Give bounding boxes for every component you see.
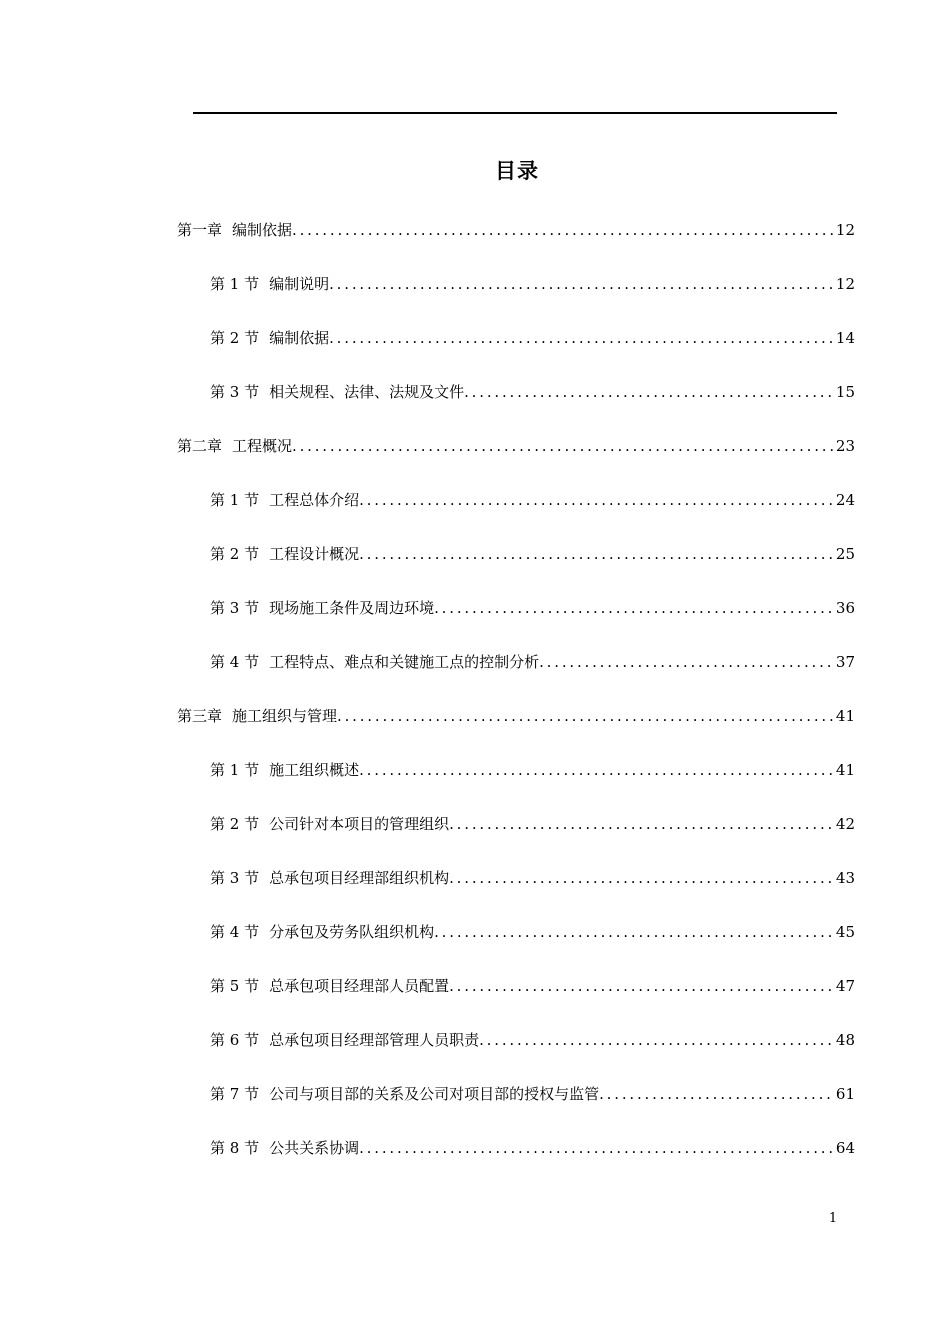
toc-entry-page: 14 bbox=[835, 329, 855, 347]
toc-dot-leader bbox=[539, 650, 834, 674]
toc-entry-page: 37 bbox=[835, 653, 855, 671]
toc-entry-number: 第 3 节 bbox=[210, 869, 260, 887]
toc-section-entry[interactable] bbox=[210, 326, 855, 350]
toc-entry-title: 编制依据 bbox=[232, 221, 293, 239]
toc-entry-number: 第一章 bbox=[177, 221, 223, 239]
toc-section-entry[interactable] bbox=[210, 920, 855, 944]
toc-entry-label bbox=[210, 812, 449, 836]
toc-entry-page: 24 bbox=[835, 491, 855, 509]
toc-section-entry[interactable] bbox=[210, 1136, 855, 1160]
toc-entry-label bbox=[177, 704, 337, 728]
toc-entry-page: 41 bbox=[835, 707, 855, 725]
toc-dot-leader bbox=[434, 596, 834, 620]
toc-entry-label bbox=[210, 650, 539, 674]
toc-section-entry[interactable] bbox=[210, 542, 855, 566]
toc-entry-number: 第 3 节 bbox=[210, 599, 260, 617]
toc-chapter-entry[interactable] bbox=[177, 704, 855, 728]
toc-entry-label bbox=[210, 542, 359, 566]
toc-entry-label bbox=[210, 1082, 599, 1106]
toc-entry-number: 第 4 节 bbox=[210, 653, 260, 671]
toc-entry-label bbox=[210, 920, 434, 944]
toc-entry-title: 工程总体介绍 bbox=[269, 491, 360, 509]
toc-dot-leader bbox=[359, 758, 834, 782]
toc-dot-leader bbox=[292, 434, 834, 458]
toc-section-entry[interactable] bbox=[210, 488, 855, 512]
toc-entry-page: 43 bbox=[835, 869, 855, 887]
toc-entry-page: 23 bbox=[835, 437, 855, 455]
toc-section-entry[interactable] bbox=[210, 1082, 855, 1106]
toc-entry-number: 第 5 节 bbox=[210, 977, 260, 995]
toc-entry-label bbox=[210, 596, 434, 620]
toc-dot-leader bbox=[359, 1136, 834, 1160]
toc-dot-leader bbox=[449, 974, 834, 998]
toc-chapter-entry[interactable] bbox=[177, 434, 855, 458]
toc-entry-number: 第 6 节 bbox=[210, 1031, 260, 1049]
toc-entry-label bbox=[210, 488, 359, 512]
toc-entry-title: 编制依据 bbox=[269, 329, 330, 347]
toc-dot-leader bbox=[464, 380, 834, 404]
toc-section-entry[interactable] bbox=[210, 380, 855, 404]
toc-dot-leader bbox=[359, 542, 834, 566]
toc-entry-title: 相关规程、法律、法规及文件 bbox=[269, 383, 465, 401]
toc-entry-number: 第 8 节 bbox=[210, 1139, 260, 1157]
toc-dot-leader bbox=[449, 812, 834, 836]
toc-entry-page: 48 bbox=[835, 1031, 855, 1049]
toc-entry-label bbox=[210, 866, 449, 890]
toc-entry-page: 42 bbox=[835, 815, 855, 833]
toc-entry-number: 第 4 节 bbox=[210, 923, 260, 941]
toc-entry-title: 公司与项目部的关系及公司对项目部的授权与监管 bbox=[269, 1085, 600, 1103]
toc-entry-page: 25 bbox=[835, 545, 855, 563]
toc-entry-title: 总承包项目经理部人员配置 bbox=[269, 977, 450, 995]
toc-dot-leader bbox=[329, 326, 834, 350]
toc-entry-label bbox=[210, 1028, 479, 1052]
page-number: 1 bbox=[828, 1211, 838, 1226]
toc-entry-page: 36 bbox=[835, 599, 855, 617]
toc-entry-title: 总承包项目经理部组织机构 bbox=[269, 869, 450, 887]
toc-entry-title: 工程特点、难点和关键施工点的控制分析 bbox=[269, 653, 540, 671]
toc-dot-leader bbox=[337, 704, 834, 728]
toc-entry-page: 64 bbox=[835, 1139, 855, 1157]
toc-entry-title: 分承包及劳务队组织机构 bbox=[269, 923, 435, 941]
toc-section-entry[interactable] bbox=[210, 650, 855, 674]
toc-entry-number: 第 2 节 bbox=[210, 815, 260, 833]
toc-entry-title: 施工组织概述 bbox=[269, 761, 360, 779]
toc-dot-leader bbox=[359, 488, 834, 512]
toc-entry-label bbox=[177, 218, 292, 242]
toc-entry-title: 施工组织与管理 bbox=[232, 707, 338, 725]
toc-entry-number: 第 1 节 bbox=[210, 761, 260, 779]
toc-entry-label bbox=[210, 380, 464, 404]
toc-entry-label bbox=[210, 974, 449, 998]
toc-entry-number: 第 1 节 bbox=[210, 491, 260, 509]
toc-entry-number: 第 2 节 bbox=[210, 329, 260, 347]
toc-dot-leader bbox=[434, 920, 834, 944]
toc-section-entry[interactable] bbox=[210, 1028, 855, 1052]
toc-entry-page: 15 bbox=[835, 383, 855, 401]
toc-entry-label bbox=[210, 326, 329, 350]
toc-section-entry[interactable] bbox=[210, 812, 855, 836]
toc-entry-number: 第 7 节 bbox=[210, 1085, 260, 1103]
toc-entry-title: 工程概况 bbox=[232, 437, 293, 455]
toc-entry-page: 61 bbox=[835, 1085, 855, 1103]
toc-entry-title: 公司针对本项目的管理组织 bbox=[269, 815, 450, 833]
toc-dot-leader bbox=[449, 866, 834, 890]
toc-section-entry[interactable] bbox=[210, 974, 855, 998]
toc-entry-title: 编制说明 bbox=[269, 275, 330, 293]
toc-section-entry[interactable] bbox=[210, 758, 855, 782]
toc-entry-title: 工程设计概况 bbox=[269, 545, 360, 563]
toc-entry-number: 第 3 节 bbox=[210, 383, 260, 401]
toc-entry-title: 公共关系协调 bbox=[269, 1139, 360, 1157]
toc-section-entry[interactable] bbox=[210, 272, 855, 296]
toc-entry-label bbox=[210, 1136, 359, 1160]
toc-entry-label bbox=[210, 758, 359, 782]
toc-dot-leader bbox=[479, 1028, 834, 1052]
toc-entry-page: 12 bbox=[835, 221, 855, 239]
toc-entry-title: 现场施工条件及周边环境 bbox=[269, 599, 435, 617]
toc-entry-number: 第 1 节 bbox=[210, 275, 260, 293]
toc-section-entry[interactable] bbox=[210, 866, 855, 890]
toc-entry-page: 45 bbox=[835, 923, 855, 941]
toc-entry-page: 12 bbox=[835, 275, 855, 293]
toc-entry-label bbox=[177, 434, 292, 458]
toc-entry-page: 47 bbox=[835, 977, 855, 995]
toc-dot-leader bbox=[292, 218, 834, 242]
toc-dot-leader bbox=[329, 272, 834, 296]
toc-section-entry[interactable] bbox=[210, 596, 855, 620]
toc-entry-number: 第三章 bbox=[177, 707, 223, 725]
toc-entry-number: 第 2 节 bbox=[210, 545, 260, 563]
toc-dot-leader bbox=[599, 1082, 834, 1106]
toc-entry-page: 41 bbox=[835, 761, 855, 779]
toc-chapter-entry[interactable] bbox=[177, 218, 855, 242]
toc-entry-title: 总承包项目经理部管理人员职责 bbox=[269, 1031, 480, 1049]
toc-entry-label bbox=[210, 272, 329, 296]
toc-title: 目录 bbox=[495, 159, 539, 183]
toc-entry-number: 第二章 bbox=[177, 437, 223, 455]
